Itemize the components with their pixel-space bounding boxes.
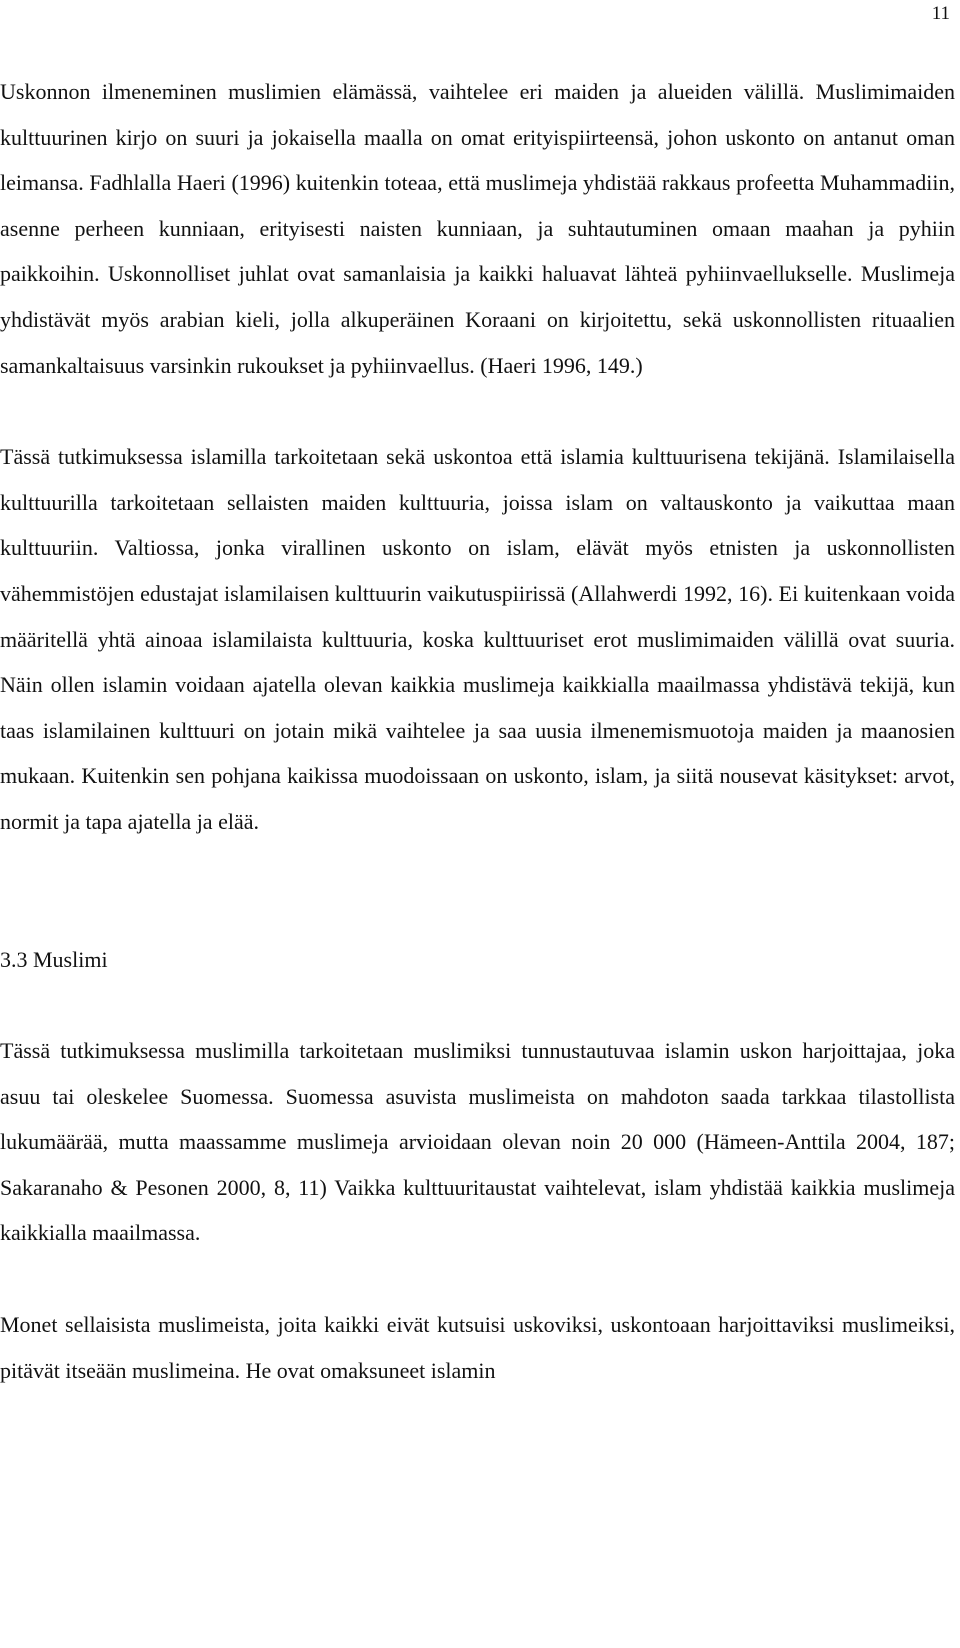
page-number: 11 [931,3,950,24]
paragraph-muslim-definition: Tässä tutkimuksessa muslimilla tarkoitetaan muslimiksi tunnustautuvaa islamin uskon harjoittajaa, joka asuu tai oleskelee Suomessa. Suomessa asuvista muslimeista on mahdoton saada tarkkaa tilastollista lukumäärää, mutta maassamme muslimeja arvioidaan olevan noin 20 000 (Hämeen-Anttila 2004, 187; Sakaranaho & Pesonen 2000, 8, 11) Vaikka kulttuuritaustat vaihtelevat, islam yhdistää kaikkia muslimeja kaikkialla maailmassa. [0,1038,955,1246]
paragraph-religion-in-muslim-life: Uskonnon ilmeneminen muslimien elämässä, vaihtelee eri maiden ja alueiden välillä. Muslimimaiden kulttuurinen kirjo on suuri ja jokaisella maalla on omat erityispiirteensä, johon uskonto on antanut oman leimansa. Fadhlalla Haeri (1996) kuitenkin toteaa, että muslimeja yhdistää rakkaus profeetta Muhammadiin, asenne perheen kunniaan, erityisesti naisten kunniaan, ja suhtautuminen omaan maahan ja pyhiin paikkoihin. Uskonnolliset juhlat ovat samanlaisia ja kaikki haluavat lähteä pyhiinvaellukselle. Muslimeja yhdistävät myös arabian kieli, jolla alkuperäinen Koraani on kirjoitettu, sekä uskonnollisten rituaalien samankaltaisuus varsinkin rukoukset ja pyhiinvaellus. (Haeri 1996, 149.) [0,79,955,378]
section-heading: 3.3 Muslimi [0,946,108,972]
paragraph-islamic-culture: Tässä tutkimuksessa islamilla tarkoitetaan sekä uskontoa että islamia kulttuurisena tekijänä. Islamilaisella kulttuurilla tarkoitetaan sellaisten maiden kulttuuria, joissa islam on valtauskonto ja vaikuttaa maan kulttuuriin. Valtiossa, jonka virallinen uskonto on islam, elävät myös etnisten ja uskonnollisten vähemmistöjen edustajat islamilaisen kulttuurin vaikutuspiirissä (Allahwerdi 1992, 16). Ei kuitenkaan voida määritellä yhtä ainoaa islamilaista kulttuuria, koska kulttuuriset erot muslimimaiden välillä ovat suuria. Näin ollen islamin voidaan ajatella olevan kaikkia muslimeja kaikkialla maailmassa yhdistävä tekijä, kun taas islamilainen kulttuuri on jotain mikä vaihtelee ja saa uusia ilmenemismuotoja maiden ja maanosien mukaan. Kuitenkin sen pohjana kaikissa muodoissaan on uskonto, islam, ja siitä nousevat käsitykset: arvot, normit ja tapa ajatella ja elää. [0,444,955,834]
document-body [0,69,955,1393]
paragraph-self-identified-muslims: Monet sellaisista muslimeista, joita kaikki eivät kutsuisi uskoviksi, uskontoaan harjoittaviksi muslimeiksi, pitävät itseään muslimeina. He ovat omaksuneet islamin [0,1312,955,1383]
